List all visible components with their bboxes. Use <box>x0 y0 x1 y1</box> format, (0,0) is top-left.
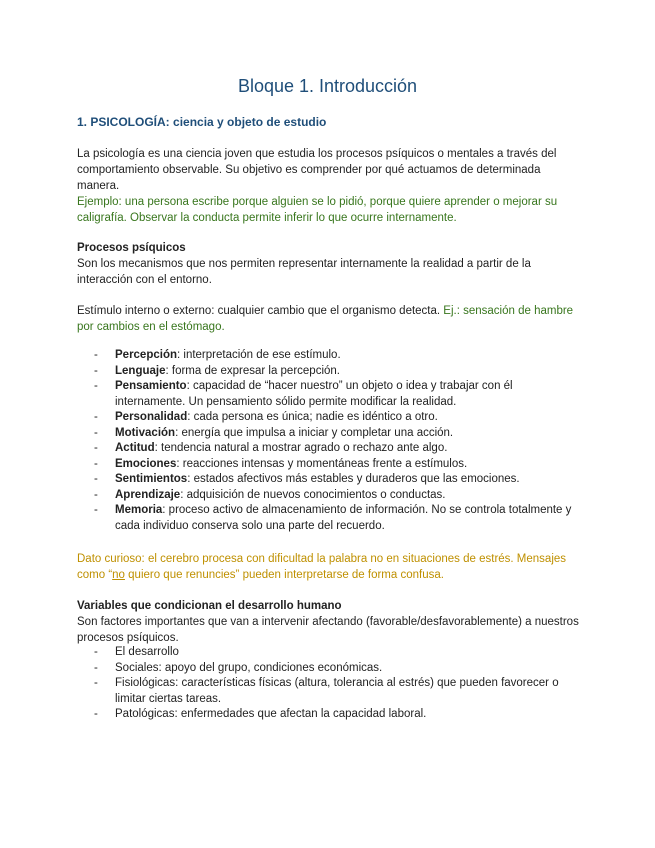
estimulo-text: Estímulo interno o externo: cualquier cambio que el organismo detecta. <box>77 305 444 317</box>
list-def: : tendencia natural a mostrar agrado o rechazo ante algo. <box>154 442 448 454</box>
variables-heading: Variables que condicionan el desarrollo humano <box>77 600 342 612</box>
list-def: : proceso activo de almacenamiento de información. No se controla totalmente y cada individuo conserva solo una parte del recuerdo. <box>115 504 572 532</box>
list-term: Personalidad <box>115 411 188 423</box>
list-term: Actitud <box>115 442 155 454</box>
list-item <box>77 379 582 410</box>
list-item <box>77 457 582 473</box>
intro-paragraph: La psicología es una ciencia joven que estudia los procesos psíquicos o mentales a través del comportamiento observable. Su objetivo es comprender por qué actuamos de determinada manera. <box>77 148 557 192</box>
list-def: : forma de expresar la percepción. <box>165 364 340 377</box>
list-term: Motivación <box>115 426 176 439</box>
page-title: Bloque 1. Introducción <box>237 76 418 96</box>
list-term: Aprendizaje <box>115 488 181 501</box>
list-def: : reacciones intensas y momentáneas frente a estímulos. <box>176 457 468 470</box>
list-item <box>77 472 582 488</box>
variables-list <box>77 645 582 723</box>
list-item <box>77 426 582 442</box>
list-item: - Sociales: apoyo del grupo, condiciones económicas. <box>77 661 582 677</box>
list-item <box>77 503 582 534</box>
procesos-heading: Procesos psíquicos <box>77 242 186 254</box>
dato-text-b: quiero que renuncies” pueden interpretarse de forma confusa. <box>124 569 444 581</box>
list-def: : estados afectivos más estables y duraderos que las emociones. <box>187 473 520 485</box>
list-item <box>77 410 582 426</box>
dato-curioso <box>77 551 582 583</box>
variables-text: Son factores importantes que van a intervenir afectando (favorable/desfavorablemente) a nuestros procesos psíquicos. <box>77 616 579 644</box>
list-term: Emociones <box>115 457 177 470</box>
procesos-list <box>77 348 582 534</box>
list-item <box>77 348 582 364</box>
dato-underlined: no <box>112 569 125 581</box>
section-heading-sub: ciencia y objeto de estudio <box>169 115 327 129</box>
list-item: - Fisiológicas: características físicas (altura, tolerancia al estrés) que pueden favorecer o limitar ciertas tareas. <box>77 676 582 707</box>
list-def: : cada persona es única; nadie es idéntico a otro. <box>187 411 438 423</box>
list-term: Sentimientos <box>115 473 188 485</box>
list-term: Percepción <box>115 349 177 361</box>
list-item <box>77 488 582 504</box>
estimulo-paragraph <box>77 303 582 335</box>
list-item <box>77 364 582 380</box>
list-term: Lenguaje <box>115 364 166 377</box>
dato-text-a: Dato curioso: el cerebro procesa con dificultad la palabra no en situaciones de estrés. Mensajes como “ <box>77 553 567 581</box>
section-heading <box>77 115 326 129</box>
list-def: : energía que impulsa a iniciar y completar una acción. <box>175 426 454 439</box>
list-item: - El desarrollo <box>77 645 582 661</box>
list-item: - Patológicas: enfermedades que afectan la capacidad laboral. <box>77 707 582 723</box>
list-def: : adquisición de nuevos conocimientos o conductas. <box>180 488 446 501</box>
list-def: : interpretación de ese estímulo. <box>177 349 341 361</box>
procesos-text: Son los mecanismos que nos permiten representar internamente la realidad a partir de la interacción con el entorno. <box>77 258 531 286</box>
estimulo-example: Ej.: sensación de hambre por cambios en el estómago. <box>77 305 574 333</box>
list-item <box>77 441 582 457</box>
example-paragraph: Ejemplo: una persona escribe porque alguien se lo pidió, porque quiere aprender o mejorar su caligrafía. Observar la conducta permite inferir lo que ocurre internamente. <box>77 196 558 224</box>
list-term: Pensamiento <box>115 380 187 392</box>
list-def: : capacidad de “hacer nuestro” un objeto o idea y trabajar con él internamente. Un pensamiento sólido permite modificar la realidad. <box>115 380 513 408</box>
section-heading-main: 1. PSICOLOGÍA: <box>77 115 170 129</box>
list-term: Memoria <box>115 504 163 516</box>
